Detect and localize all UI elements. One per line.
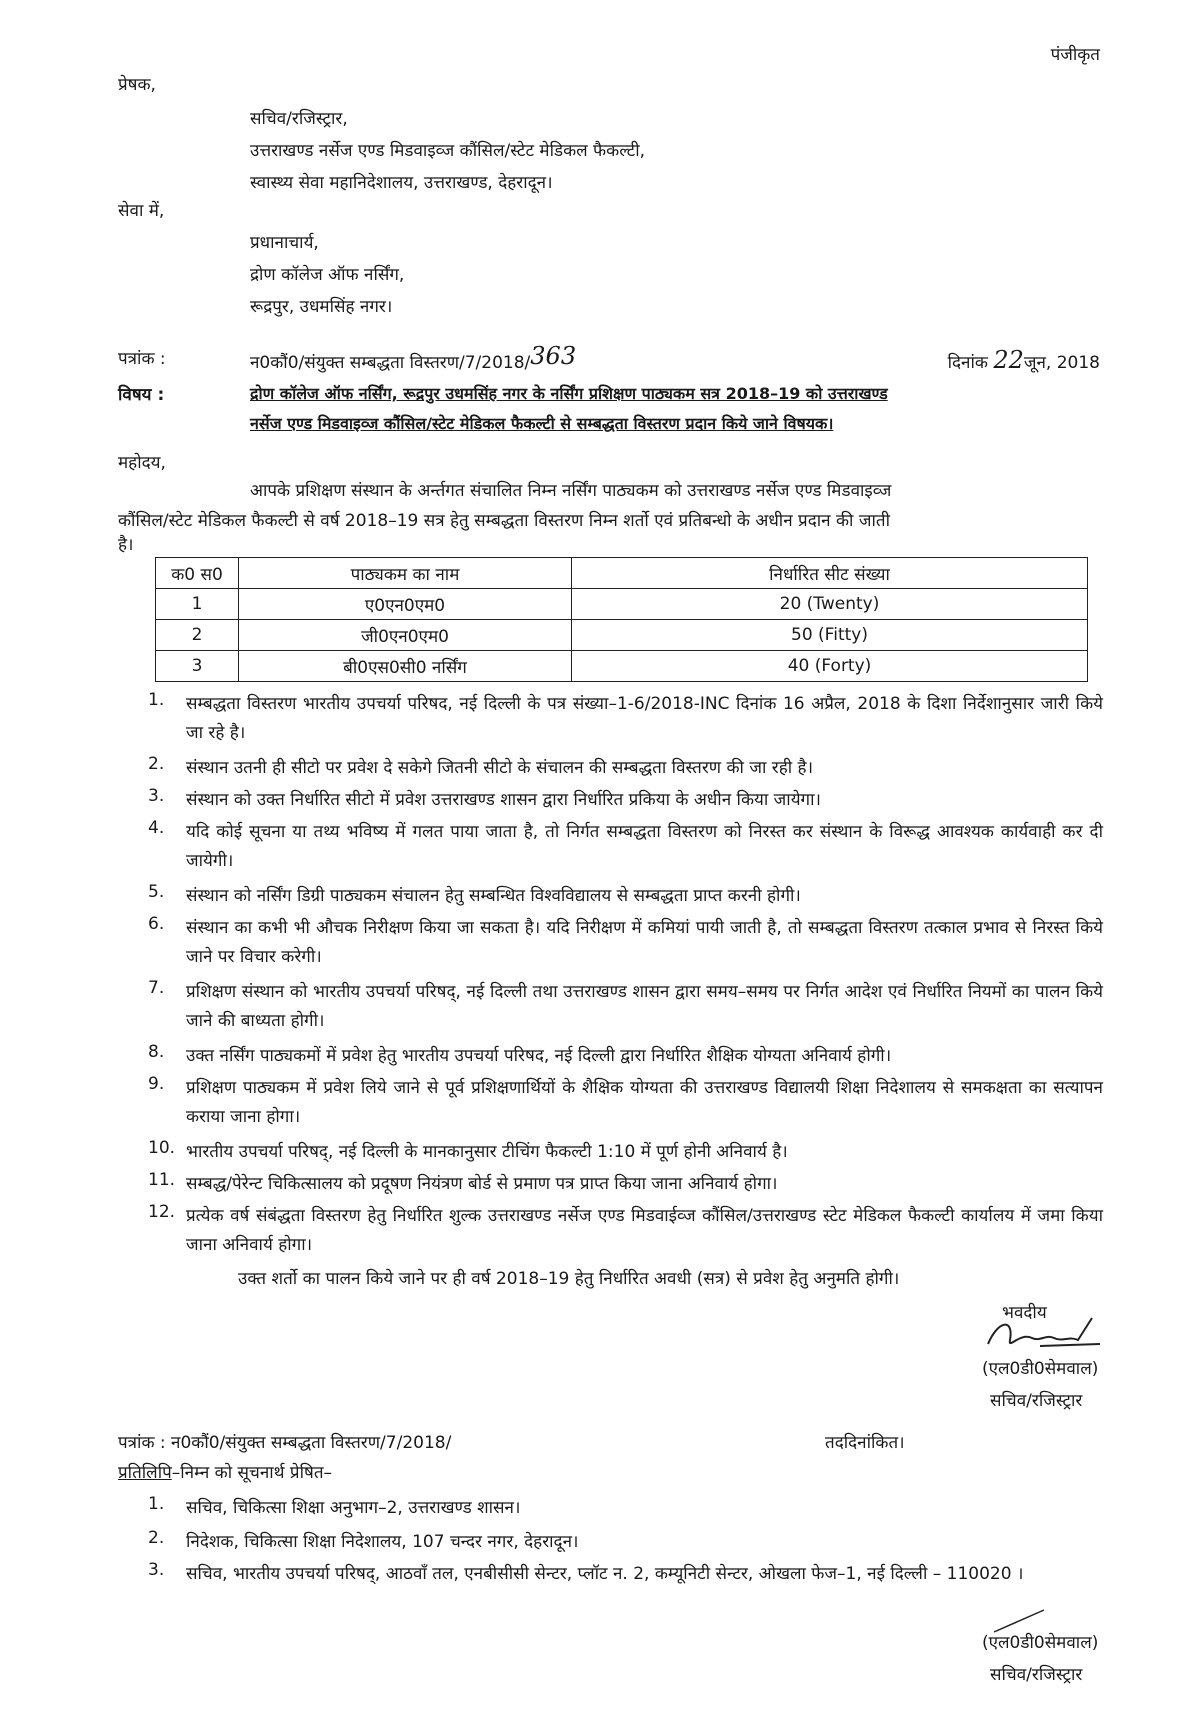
condition-number: 2. bbox=[148, 754, 165, 774]
registered-mark: पंजीकृत bbox=[1050, 45, 1100, 65]
copy-text: सचिव, चिकित्सा शिक्षा अनुभाग–2, उत्तराखण्ड शासन। bbox=[186, 1498, 521, 1518]
list-item bbox=[148, 882, 1103, 911]
condition-text: सम्बद्ध/पेरेन्ट चिकित्सालय को प्रदूषण नियंत्रण बोर्ड से प्रमाण पत्र प्राप्त किया जाना अनिवार्य होगा। bbox=[186, 1174, 778, 1194]
table-row bbox=[156, 589, 1088, 620]
col-header-course: पाठ्यकम का नाम bbox=[239, 558, 572, 589]
condition-text: संस्थान को नर्सिंग डिग्री पाठ्यकम संचालन हेतु सम्बन्धित विश्वविद्यालय से सम्बद्धता प्राप्त करनी होगी। bbox=[186, 886, 801, 906]
col-header-seats: निर्धारित सीट संख्या bbox=[572, 558, 1088, 589]
handwritten-date: 22 bbox=[993, 346, 1024, 374]
copy-heading-rest: –निम्न को सूचनार्थ प्रेषित– bbox=[171, 1463, 333, 1483]
closing-note: उक्त शर्तो का पालन किये जाने पर ही वर्ष 2018–19 हेतु निर्धारित अवधी (सत्र) से प्रवेश हेतु अनुमति होगी। bbox=[238, 1269, 900, 1289]
cell-serial: 3 bbox=[156, 651, 239, 682]
copy-heading bbox=[118, 1460, 332, 1483]
subject-line: नर्सेज एण्ड मिडवाइव्ज कौंसिल/स्टेट मेडिकल फैकल्टी से सम्बद्धता विस्तरण प्रदान किये जाने विषयक। bbox=[250, 414, 834, 433]
recipient-line: प्रधानाचार्य, bbox=[250, 233, 319, 253]
signatory-designation: सचिव/रजिस्ट्रार bbox=[990, 1391, 1083, 1411]
table-row bbox=[156, 651, 1088, 682]
sender-label: प्रेषक, bbox=[118, 75, 156, 95]
table-row bbox=[156, 620, 1088, 651]
date-rest: जून, 2018 bbox=[1023, 353, 1100, 373]
signatory-designation-2: सचिव/रजिस्ट्रार bbox=[990, 1665, 1083, 1685]
list-item bbox=[148, 1074, 1103, 1132]
cell-course: जी0एन0एम0 bbox=[239, 620, 572, 651]
salutation: महोदय, bbox=[118, 453, 166, 473]
col-header-serial: क0 स0 bbox=[156, 558, 239, 589]
list-item bbox=[148, 818, 1103, 876]
date-label: दिनांक bbox=[947, 353, 988, 373]
recipient-label: सेवा में, bbox=[118, 201, 165, 221]
list-item bbox=[148, 754, 1103, 783]
list-item bbox=[148, 786, 1103, 815]
copy-reference-number: पत्रांक : न0कौं0/संयुक्त सम्बद्धता विस्तरण/7/2018/ bbox=[118, 1433, 452, 1453]
signatory-name-2: (एल0डी0सेमवाल) bbox=[982, 1633, 1099, 1653]
reference-number-text: न0कौं0/संयुक्त सम्बद्धता विस्तरण/7/2018/ bbox=[250, 353, 531, 373]
condition-text: सम्बद्धता विस्तरण भारतीय उपचर्या परिषद, नई दिल्ली के पत्र संख्या–1-6/2018-INC दिनांक 16 अप्रैल, 2018 के दिशा निर्देशानुसार जारी किये जा रहे है। bbox=[186, 694, 1103, 743]
list-item bbox=[148, 1528, 1103, 1557]
reference-date bbox=[948, 346, 1100, 374]
subject-label: विषय : bbox=[118, 385, 165, 405]
cell-seats: 40 (Forty) bbox=[572, 651, 1088, 682]
subject-line: द्रोण कॉलेज ऑफ नर्सिंग, रूद्रपुर उधमसिंह नगर के नर्सिंग प्रशिक्षण पाठ्यकम सत्र 2018–19 को उत्तराखण्ड bbox=[250, 384, 888, 403]
condition-number: 10. bbox=[148, 1138, 176, 1158]
condition-text: यदि कोई सूचना या तथ्य भविष्य में गलत पाया जाता है, तो निर्गत सम्बद्धता विस्तरण को निरस्त कर संस्थान के विरूद्ध आवश्यक कार्यवाही कर दी जायेगी। bbox=[186, 822, 1103, 871]
condition-number: 9. bbox=[148, 1074, 165, 1094]
condition-number: 4. bbox=[148, 818, 165, 838]
copy-number: 3. bbox=[148, 1560, 165, 1580]
list-item bbox=[148, 1202, 1103, 1260]
condition-number: 12. bbox=[148, 1202, 176, 1222]
cell-course: ए0एन0एम0 bbox=[239, 589, 572, 620]
condition-text: भारतीय उपचर्या परिषद्, नई दिल्ली के मानकानुसार टीचिंग फैकल्टी 1:10 में पूर्ण होनी अनिवार्य है। bbox=[186, 1142, 788, 1162]
condition-text: प्रत्येक वर्ष संबंद्धता विस्तरण हेतु निर्धारित शुल्क उत्तराखण्ड नर्सेज एण्ड मिडवाईव्ज कौंसिल/उत्तराखण्ड स्टेट मेडिकल फैकल्टी कार्यालय में जमा किया जाना अनिवार्य होगा। bbox=[186, 1206, 1103, 1255]
cell-serial: 1 bbox=[156, 589, 239, 620]
reference-number bbox=[250, 342, 577, 374]
condition-number: 6. bbox=[148, 914, 165, 934]
condition-text: संस्थान को उक्त निर्धारित सीटो में प्रवेश उत्तराखण्ड शासन द्वारा निर्धारित प्रकिया के अधीन किया जायेगा। bbox=[186, 790, 821, 810]
cell-seats: 50 (Fitty) bbox=[572, 620, 1088, 651]
condition-number: 3. bbox=[148, 786, 165, 806]
copy-heading-label: प्रतिलिपि bbox=[118, 1463, 172, 1483]
intro-line: है। bbox=[118, 535, 134, 555]
condition-number: 5. bbox=[148, 882, 165, 902]
copy-dated: तददिनांकित। bbox=[825, 1433, 905, 1453]
copy-number: 2. bbox=[148, 1528, 165, 1548]
signatory-name: (एल0डी0सेमवाल) bbox=[982, 1359, 1099, 1379]
recipient-line: द्रोण कॉलेज ऑफ नर्सिंग, bbox=[250, 265, 405, 285]
list-item bbox=[148, 1170, 1103, 1199]
intro-line: आपके प्रशिक्षण संस्थान के अर्न्तगत संचालित निम्न नर्सिंग पाठ्यकम को उत्तराखण्ड नर्सेज एण्ड मिडवाइव्ज bbox=[250, 481, 892, 501]
sender-line: सचिव/रजिस्ट्रार, bbox=[250, 109, 348, 129]
list-item bbox=[148, 1138, 1103, 1167]
list-item bbox=[148, 690, 1103, 748]
list-item bbox=[148, 914, 1103, 972]
condition-text: उक्त नर्सिंग पाठ्यकमों में प्रवेश हेतु भारतीय उपचर्या परिषद, नई दिल्ली द्वारा निर्धारित शैक्षिक योग्यता अनिवार्य होगी। bbox=[186, 1046, 892, 1066]
cell-serial: 2 bbox=[156, 620, 239, 651]
condition-number: 1. bbox=[148, 690, 165, 710]
cell-seats: 20 (Twenty) bbox=[572, 589, 1088, 620]
condition-text: संस्थान का कभी भी औचक निरीक्षण किया जा सकता है। यदि निरीक्षण में कमियां पायी जाती है, तो सम्बद्धता विस्तरण तत्काल प्रभाव से निरस्त किये जाने पर विचार करेगी। bbox=[186, 918, 1103, 967]
copy-text: सचिव, भारतीय उपचर्या परिषद्, आठवॉं तल, एनबीसीसी सेन्टर, प्लॉट न. 2, कम्यूनिटी सेन्टर, ओखला फेज–1, नई दिल्ली – 110020 । bbox=[186, 1564, 1024, 1584]
sender-line: उत्तराखण्ड नर्सेज एण्ड मिडवाइव्ज कौंसिल/स्टेट मेडिकल फैकल्टी, bbox=[250, 141, 646, 161]
table-header-row bbox=[156, 558, 1088, 589]
condition-number: 11. bbox=[148, 1170, 176, 1190]
list-item bbox=[148, 1042, 1103, 1071]
seat-table bbox=[155, 557, 1088, 682]
sender-line: स्वास्थ्य सेवा महानिदेशालय, उत्तराखण्ड, देहरादून। bbox=[250, 173, 553, 193]
condition-number: 7. bbox=[148, 978, 165, 998]
signature-scribble bbox=[980, 1310, 1110, 1360]
cell-course: बी0एस0सी0 नर्सिंग bbox=[239, 651, 572, 682]
reference-label: पत्रांक : bbox=[118, 349, 166, 369]
condition-text: प्रशिक्षण पाठ्यकम में प्रवेश लिये जाने से पूर्व प्रशिक्षणार्थियों के शैक्षिक योग्यता की उत्तराखण्ड विद्यालयी शिक्षा निदेशालय से समकक्षता का सत्यापन कराया जाना होगा। bbox=[186, 1078, 1103, 1127]
intro-line: कौंसिल/स्टेट मेडिकल फैकल्टी से वर्ष 2018–19 सत्र हेतु सम्बद्धता विस्तरण निम्न शर्तो एवं प्रतिबन्धो के अधीन प्रदान की जाती bbox=[118, 511, 890, 531]
condition-number: 8. bbox=[148, 1042, 165, 1062]
handwritten-reference-number: 363 bbox=[530, 342, 577, 370]
list-item bbox=[148, 978, 1103, 1036]
list-item bbox=[148, 1560, 1103, 1618]
condition-text: प्रशिक्षण संस्थान को भारतीय उपचर्या परिषद्, नई दिल्ली तथा उत्तराखण्ड शासन द्वारा समय–समय पर निर्गत आदेश एवं निर्धारित नियमों का पालन किये जाने की बाध्यता होगी। bbox=[186, 982, 1103, 1031]
yours-faithfully: भवदीय bbox=[1002, 1303, 1047, 1323]
recipient-line: रूद्रपुर, उधमसिंह नगर। bbox=[250, 297, 393, 317]
copy-text: निदेशक, चिकित्सा शिक्षा निदेशालय, 107 चन्दर नगर, देहरादून। bbox=[186, 1532, 579, 1552]
copy-number: 1. bbox=[148, 1494, 165, 1514]
condition-text: संस्थान उतनी ही सीटो पर प्रवेश दे सकेगे जितनी सीटो के संचालन की सम्बद्धता विस्तरण की जा रही है। bbox=[186, 758, 814, 778]
list-item bbox=[148, 1494, 1103, 1523]
